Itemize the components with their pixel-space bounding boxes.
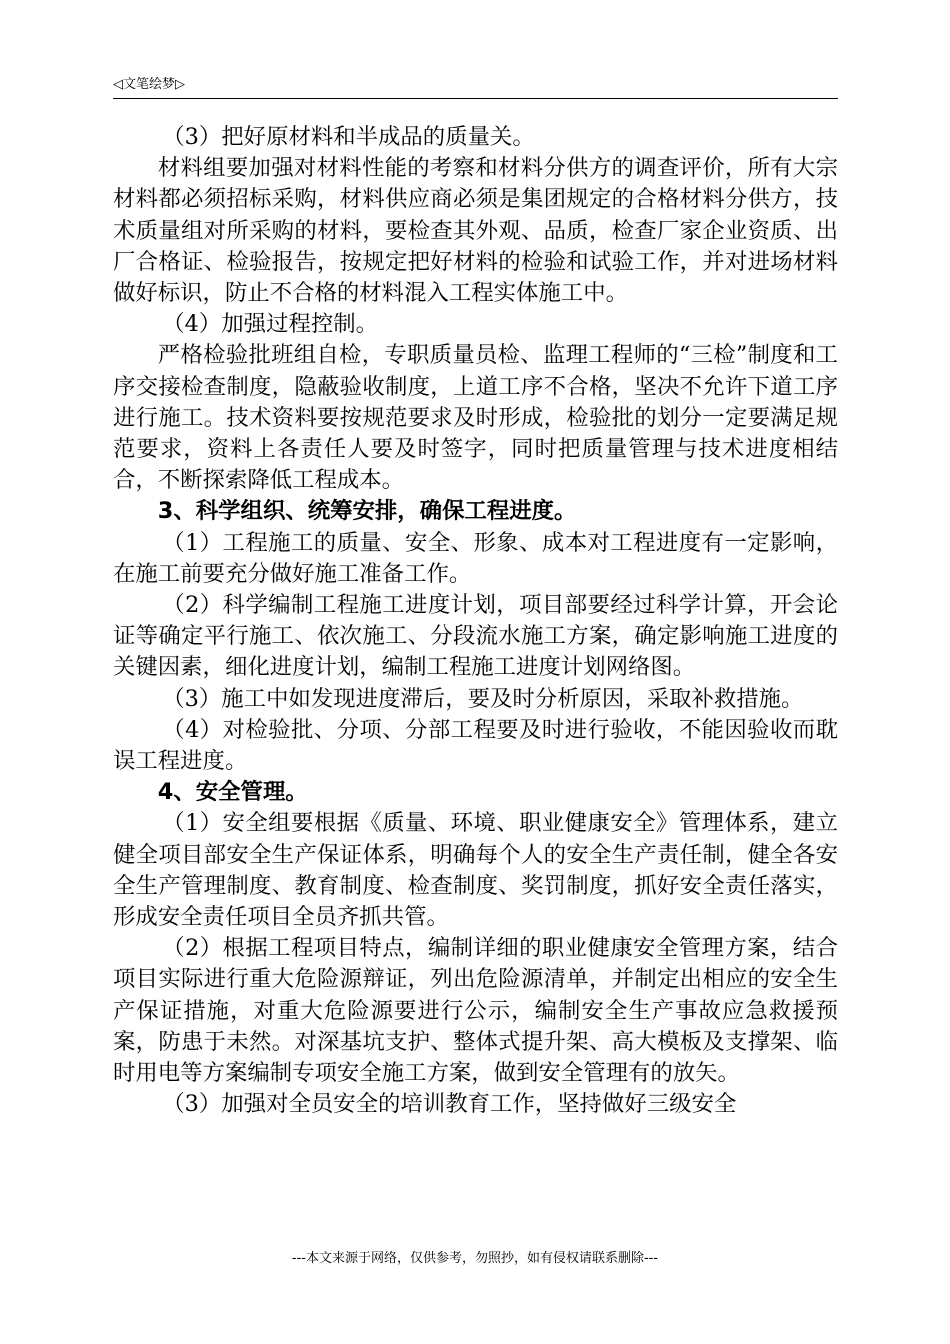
page-footer [0,1250,950,1268]
paragraph-item: （3）施工中如发现进度滞后，要及时分析原因，采取补救措施。 [162,685,804,712]
header-title: ◁文笔绘梦▷ [113,77,185,92]
paragraph-item: （4）对检验批、分项、分部工程要及时进行验收，不能因验收而耽误工程进度。 [113,716,838,775]
paragraph-subheading: （3）把好原材料和半成品的质量关。 [162,124,535,150]
paragraph-item: （2）根据工程项目特点，编制详细的职业健康安全管理方案，结合项目实际进行重大危险源辩证，列出危险源清单，并制定出相应的安全生产保证措施，对重大危险源要进行公示，编制安全生产事故应急救援预案，防患于未然。对深基坑支护、整体式提升架、高大模板及支撑架、临时用电等方案编制专项安全施工方案，做到安全管理有的放矢。 [113,935,838,1087]
section-heading: 4、安全管理。 [157,779,308,806]
footer-disclaimer: ---本文来源于网络，仅供参考，勿照抄，如有侵权请联系删除--- [291,1251,659,1266]
paragraph-subheading: （4）加强过程控制。 [162,311,379,338]
paragraph-item: （3）加强对全员安全的培训教育工作，坚持做好三级安全 [162,1091,737,1118]
paragraph-item: （1）工程施工的质量、安全、形象、成本对工程进度有一定影响，在施工前要充分做好施工准备工作。 [113,529,838,587]
paragraph-item: （1）安全组要根据《质量、环境、职业健康安全》管理体系，建立健全项目部安全生产保证体系，明确每个人的安全生产责任制，健全各安全生产管理制度、教育制度、检查制度、奖罚制度，抓好安全责任落实，形成安全责任项目全员齐抓共管。 [113,810,838,931]
paragraph: 材料组要加强对材料性能的考察和材料分供方的调查评价，所有大宗材料都必须招标采购，材料供应商必须是集团规定的合格材料分供方，技术质量组对所采购的材料，要检查其外观、品质，检查厂家企业资质、出厂合格证、检验报告，按规定把好材料的检验和试验工作，并对进场材料做好标识，防止不合格的材料混入工程实体施工中。 [113,155,838,307]
section-heading: 3、科学组织、统筹安排，确保工程进度。 [157,498,577,525]
page-header [113,74,838,99]
paragraph-item: （2）科学编制工程施工进度计划，项目部要经过科学计算，开会论证等确定平行施工、依次施工、分段流水施工方案，确定影响施工进度的关键因素，细化进度计划，编制工程施工进度计划网络图。 [113,592,838,681]
document-body [113,122,838,1121]
paragraph: 严格检验批班组自检，专职质量员检、监理工程师的“三检”制度和工序交接检查制度，隐蔽验收制度，上道工序不合格，坚决不允许下道工序进行施工。技术资料要按规范要求及时形成，检验批的划分一定要满足规范要求，资料上各责任人要及时签字，同时把质量管理与技术进度相结合，不断探索降低工程成本。 [113,342,838,494]
